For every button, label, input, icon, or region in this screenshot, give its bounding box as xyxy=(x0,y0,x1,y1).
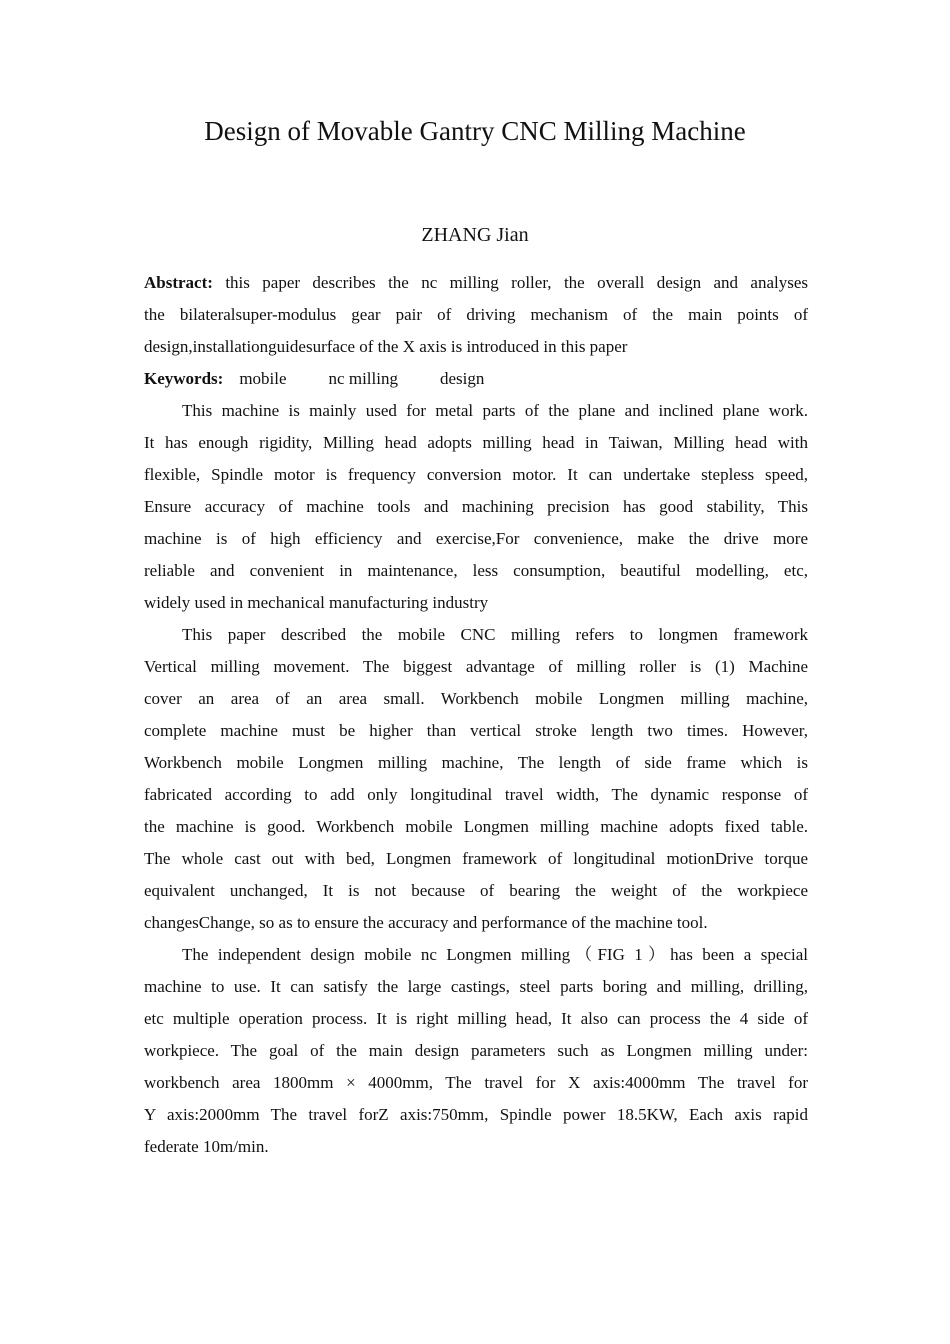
paragraph-2-line: changesChange, so as to ensure the accuracy and performance of the machine tool. xyxy=(144,913,708,932)
paragraph-1-line: This machine is mainly used for metal parts of the plane and inclined plane work. xyxy=(182,401,808,420)
paragraph-2-line: Vertical milling movement. The biggest advantage of milling roller is (1) Machine xyxy=(144,657,808,676)
paragraph-3-line: etc multiple operation process. It is right milling head, It also can process the 4 side of xyxy=(144,1009,808,1028)
paragraph-1-line: widely used in mechanical manufacturing industry xyxy=(144,593,489,612)
paragraph-3-line: machine to use. It can satisfy the large castings, steel parts boring and milling, drilling, xyxy=(144,977,808,996)
paragraph-2-line: cover an area of an area small. Workbench mobile Longmen milling machine, xyxy=(144,689,808,708)
paragraph-2-line: The whole cast out with bed, Longmen framework of longitudinal motionDrive torque xyxy=(144,849,808,868)
paragraph-3-line: federate 10m/min. xyxy=(144,1137,269,1156)
author-name: ZHANG Jian xyxy=(421,224,529,246)
paragraph-2-line: equivalent unchanged, It is not because of bearing the weight of the workpiece xyxy=(144,881,808,900)
keyword-item: mobile xyxy=(239,369,287,388)
paragraph-1-line: machine is of high efficiency and exercise,For convenience, make the drive more xyxy=(144,529,808,548)
keyword-item: design xyxy=(439,369,485,388)
abstract-text: this paper describes the nc milling roller, the overall design and analyses xyxy=(225,273,809,292)
abstract-line: design,installationguidesurface of the X axis is introduced in this paper xyxy=(144,337,628,356)
paragraph-1-line: flexible, Spindle motor is frequency conversion motor. It can undertake stepless speed, xyxy=(144,465,808,484)
abstract-line xyxy=(144,267,808,299)
paragraph-2-line: the machine is good. Workbench mobile Longmen milling machine adopts fixed table. xyxy=(144,817,808,836)
abstract-line: the bilateralsuper-modulus gear pair of driving mechanism of the main points of xyxy=(144,305,808,324)
abstract-label: Abstract: xyxy=(144,273,213,292)
keywords-line xyxy=(144,363,808,395)
keyword-item: nc milling xyxy=(328,369,398,388)
keywords-label: Keywords: xyxy=(144,369,224,388)
paragraph-2-line: Workbench mobile Longmen milling machine, The length of side frame which is xyxy=(144,753,808,772)
paragraph-1-line: reliable and convenient in maintenance, less consumption, beautiful modelling, etc, xyxy=(144,561,808,580)
paragraph-3-line: Y axis:2000mm The travel forZ axis:750mm, Spindle power 18.5KW, Each axis rapid xyxy=(144,1105,808,1124)
paragraph-2-line: fabricated according to add only longitudinal travel width, The dynamic response of xyxy=(144,785,808,804)
paragraph-1-line: Ensure accuracy of machine tools and machining precision has good stability, This xyxy=(144,497,808,516)
paper-title: Design of Movable Gantry CNC Milling Machine xyxy=(204,116,746,146)
paragraph-3-line: workpiece. The goal of the main design parameters such as Longmen milling under: xyxy=(144,1041,808,1060)
paragraph-2-line: This paper described the mobile CNC milling refers to longmen framework xyxy=(182,625,808,644)
paragraph-3-line: workbench area 1800mm × 4000mm, The travel for X axis:4000mm The travel for xyxy=(144,1073,808,1092)
paragraph-3-line: The independent design mobile nc Longmen milling（FIG 1）has been a special xyxy=(182,945,808,964)
paper-body xyxy=(144,267,808,1163)
paragraph-2-line: complete machine must be higher than vertical stroke length two times. However, xyxy=(144,721,808,740)
paragraph-1-line: It has enough rigidity, Milling head adopts milling head in Taiwan, Milling head with xyxy=(144,433,808,452)
